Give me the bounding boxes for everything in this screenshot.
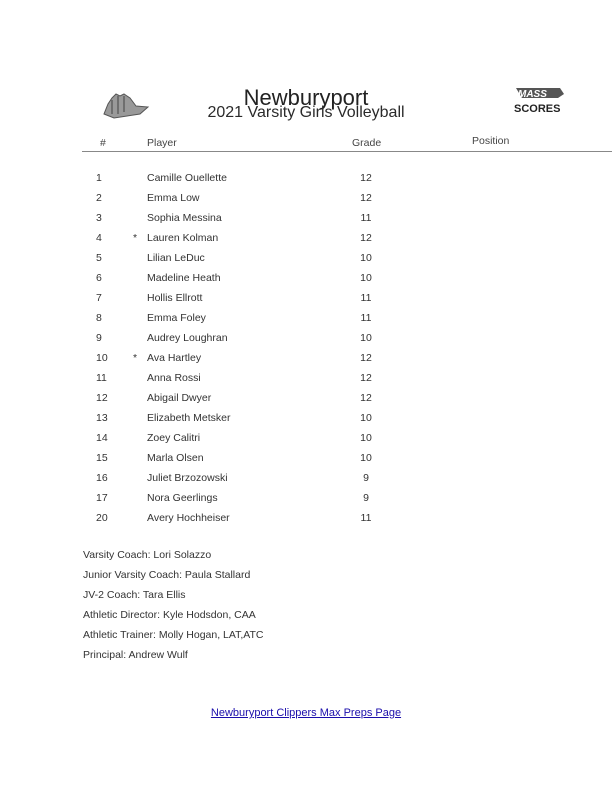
player-number: 12 (96, 392, 108, 404)
page-subtitle: 2021 Varsity Girls Volleyball (207, 104, 405, 121)
table-row (0, 352, 612, 372)
player-grade: 10 (360, 252, 372, 264)
player-number: 17 (96, 492, 108, 504)
table-row (0, 412, 612, 432)
player-name: Madeline Heath (147, 272, 221, 284)
player-grade: 11 (360, 312, 372, 324)
player-grade: 11 (360, 212, 372, 224)
table-row (0, 272, 612, 292)
mass-scores-logo (508, 84, 570, 124)
staff-item: Junior Varsity Coach: Paula Stallard (83, 569, 251, 581)
column-header-player: Player (147, 137, 177, 149)
captain-marker: * (133, 232, 138, 244)
player-number: 8 (96, 312, 102, 324)
player-number: 6 (96, 272, 102, 284)
table-row (0, 452, 612, 472)
player-number: 9 (96, 332, 102, 344)
player-number: 5 (96, 252, 102, 264)
staff-item: Principal: Andrew Wulf (83, 649, 188, 661)
table-row (0, 332, 612, 352)
player-name: Hollis Ellrott (147, 292, 203, 304)
table-row (0, 372, 612, 392)
player-name: Camille Ouellette (147, 172, 227, 184)
player-number: 20 (96, 512, 108, 524)
player-name: Juliet Brzozowski (147, 472, 228, 484)
player-number: 2 (96, 192, 102, 204)
table-row (0, 312, 612, 332)
player-name: Avery Hochheiser (147, 512, 230, 524)
table-row (0, 172, 612, 192)
player-name: Ava Hartley (147, 352, 202, 364)
player-grade: 12 (360, 192, 372, 204)
header-divider (82, 151, 612, 152)
player-name: Emma Foley (147, 312, 206, 324)
svg-text:MASS: MASS (518, 89, 547, 100)
table-row (0, 392, 612, 412)
staff-item: JV-2 Coach: Tara Ellis (83, 589, 186, 601)
table-row (0, 192, 612, 212)
captain-marker: * (133, 352, 138, 364)
player-name: Audrey Loughran (147, 332, 228, 344)
player-number: 15 (96, 452, 108, 464)
player-grade: 12 (360, 372, 372, 384)
player-number: 7 (96, 292, 102, 304)
staff-item: Athletic Director: Kyle Hodsdon, CAA (83, 609, 256, 621)
player-number: 14 (96, 432, 108, 444)
player-grade: 12 (360, 352, 372, 364)
svg-text:SCORES: SCORES (514, 103, 561, 115)
player-number: 11 (96, 372, 107, 384)
player-name: Abigail Dwyer (147, 392, 212, 404)
player-number: 10 (96, 352, 108, 364)
page-title: Newburyport (243, 85, 369, 110)
footer (0, 707, 612, 719)
staff-item: Varsity Coach: Lori Solazzo (83, 549, 212, 561)
player-grade: 10 (360, 432, 372, 444)
player-name: Anna Rossi (147, 372, 201, 384)
player-number: 13 (96, 412, 108, 424)
player-number: 16 (96, 472, 108, 484)
player-grade: 10 (360, 332, 372, 344)
player-number: 3 (96, 212, 102, 224)
player-name: Emma Low (147, 192, 200, 204)
player-grade: 10 (360, 412, 372, 424)
staff-item: Athletic Trainer: Molly Hogan, LAT,ATC (83, 629, 264, 641)
table-row (0, 512, 612, 532)
player-grade: 11 (360, 512, 372, 524)
table-row (0, 292, 612, 312)
table-row (0, 472, 612, 492)
maxpreps-link[interactable]: Newburyport Clippers Max Preps Page (210, 707, 402, 719)
table-row (0, 232, 612, 252)
player-number: 4 (96, 232, 102, 244)
player-name: Lilian LeDuc (147, 252, 205, 264)
column-header-number: # (100, 137, 106, 149)
player-grade: 12 (360, 392, 372, 404)
player-number: 1 (96, 172, 102, 184)
table-row (0, 252, 612, 272)
player-grade: 11 (360, 292, 372, 304)
player-grade: 9 (363, 472, 369, 484)
player-grade: 10 (360, 272, 372, 284)
player-name: Marla Olsen (147, 452, 204, 464)
player-grade: 12 (360, 232, 372, 244)
table-row (0, 492, 612, 512)
table-row (0, 432, 612, 452)
column-header-position: Position (472, 135, 510, 147)
player-grade: 12 (360, 172, 372, 184)
table-row (0, 212, 612, 232)
player-grade: 9 (363, 492, 369, 504)
player-name: Nora Geerlings (147, 492, 218, 504)
player-grade: 10 (360, 452, 372, 464)
player-name: Sophia Messina (147, 212, 222, 224)
column-header-grade: Grade (352, 137, 382, 149)
player-name: Zoey Calitri (147, 432, 201, 444)
player-name: Elizabeth Metsker (147, 412, 231, 424)
player-name: Lauren Kolman (147, 232, 219, 244)
